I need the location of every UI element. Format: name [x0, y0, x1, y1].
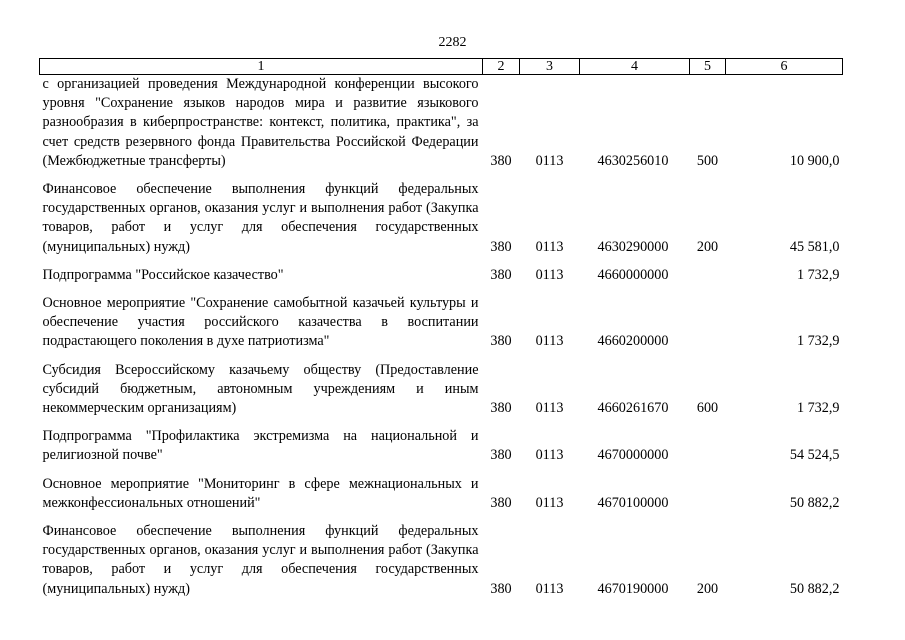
section-code: 0113: [535, 152, 564, 169]
expense-type-code: [690, 418, 726, 465]
ministry-code: 380: [490, 447, 512, 464]
column-header-3: 3: [520, 59, 580, 75]
ministry-code: 380: [490, 333, 512, 350]
table-body: [40, 75, 843, 599]
ministry-code: 380: [490, 580, 512, 597]
table-row: [40, 75, 843, 172]
target-article-code: 4630290000: [597, 238, 669, 255]
section-code: 0113: [535, 333, 564, 350]
amount: 54 524,5: [789, 447, 840, 464]
section-code: 0113: [535, 400, 564, 417]
column-header-6: 6: [726, 59, 843, 75]
column-header-4: 4: [580, 59, 690, 75]
row-description: Подпрограмма "Профилактика экстремизма на национальной и религиозной почве": [42, 428, 479, 464]
ministry-code: 380: [490, 494, 512, 511]
column-header-1: 1: [40, 59, 483, 75]
page-number: 2282: [438, 35, 467, 50]
section-code: 0113: [535, 447, 564, 464]
column-header-2: 2: [483, 59, 520, 75]
amount: 10 900,0: [789, 152, 840, 169]
amount: 1 732,9: [796, 266, 840, 283]
amount: 1 732,9: [796, 400, 840, 417]
section-code: 0113: [535, 266, 564, 283]
target-article-code: 4670190000: [597, 580, 669, 597]
expense-type-code: 200: [696, 580, 719, 597]
table-row: [40, 171, 843, 257]
table-header: [40, 59, 843, 75]
expense-type-code: 200: [696, 238, 719, 255]
expense-type-code: 600: [696, 400, 719, 417]
row-description: Финансовое обеспечение выполнения функций федеральных государственных органов, оказания услуг и выполнения работ (Закупка товаров, работ и услуг для обеспечения государственных (муниципальных) нужд): [42, 523, 479, 597]
row-description: Основное мероприятие "Мониторинг в сфере межнациональных и межконфессиональных отношений": [42, 475, 479, 511]
target-article-code: 4670100000: [597, 494, 669, 511]
target-article-code: 4660200000: [597, 333, 669, 350]
expense-type-code: [690, 257, 726, 285]
ministry-code: 380: [490, 400, 512, 417]
target-article-code: 4660261670: [597, 400, 669, 417]
target-article-code: 4670000000: [597, 447, 669, 464]
column-header-5: 5: [690, 59, 726, 75]
table-row: [40, 285, 843, 352]
row-description: с организацией проведения Международной конференции высокого уровня "Сохранение языков народов мира и развитие языкового разнообразия в киберпространстве: контекст, политика, практика", за счет средств резервного фонда Правительства Российской Федерации (Межбюджетные трансферты): [42, 76, 479, 169]
table-row: [40, 418, 843, 465]
section-code: 0113: [535, 580, 564, 597]
row-description: Подпрограмма "Российское казачество": [42, 266, 284, 283]
target-article-code: 4630256010: [597, 152, 669, 169]
expense-type-code: [690, 466, 726, 513]
row-description: Финансовое обеспечение выполнения функций федеральных государственных органов, оказания услуг и выполнения работ (Закупка товаров, работ и услуг для обеспечения государственных (муниципальных) нужд): [42, 181, 479, 255]
table-row: [40, 513, 843, 599]
table-row: [40, 352, 843, 419]
section-code: 0113: [535, 238, 564, 255]
section-code: 0113: [535, 494, 564, 511]
ministry-code: 380: [490, 152, 512, 169]
target-article-code: 4660000000: [597, 266, 669, 283]
amount: 50 882,2: [789, 580, 840, 597]
expense-type-code: [690, 285, 726, 352]
amount: 45 581,0: [789, 238, 840, 255]
header-row: [40, 59, 843, 75]
amount: 50 882,2: [789, 494, 840, 511]
amount: 1 732,9: [796, 333, 840, 350]
expense-type-code: 500: [696, 152, 719, 169]
row-description: Субсидия Всероссийскому казачьему обществу (Предоставление субсидий бюджетным, автономным учреждениям и иным некоммерческим организациям): [42, 361, 479, 417]
ministry-code: 380: [490, 266, 512, 283]
table-row: [40, 466, 843, 513]
table-row: [40, 257, 843, 285]
ministry-code: 380: [490, 238, 512, 255]
row-description: Основное мероприятие "Сохранение самобытной казачьей культуры и обеспечение участия российского казачества в воспитании подрастающего поколения в духе патриотизма": [42, 295, 479, 350]
budget-table: [39, 58, 843, 599]
